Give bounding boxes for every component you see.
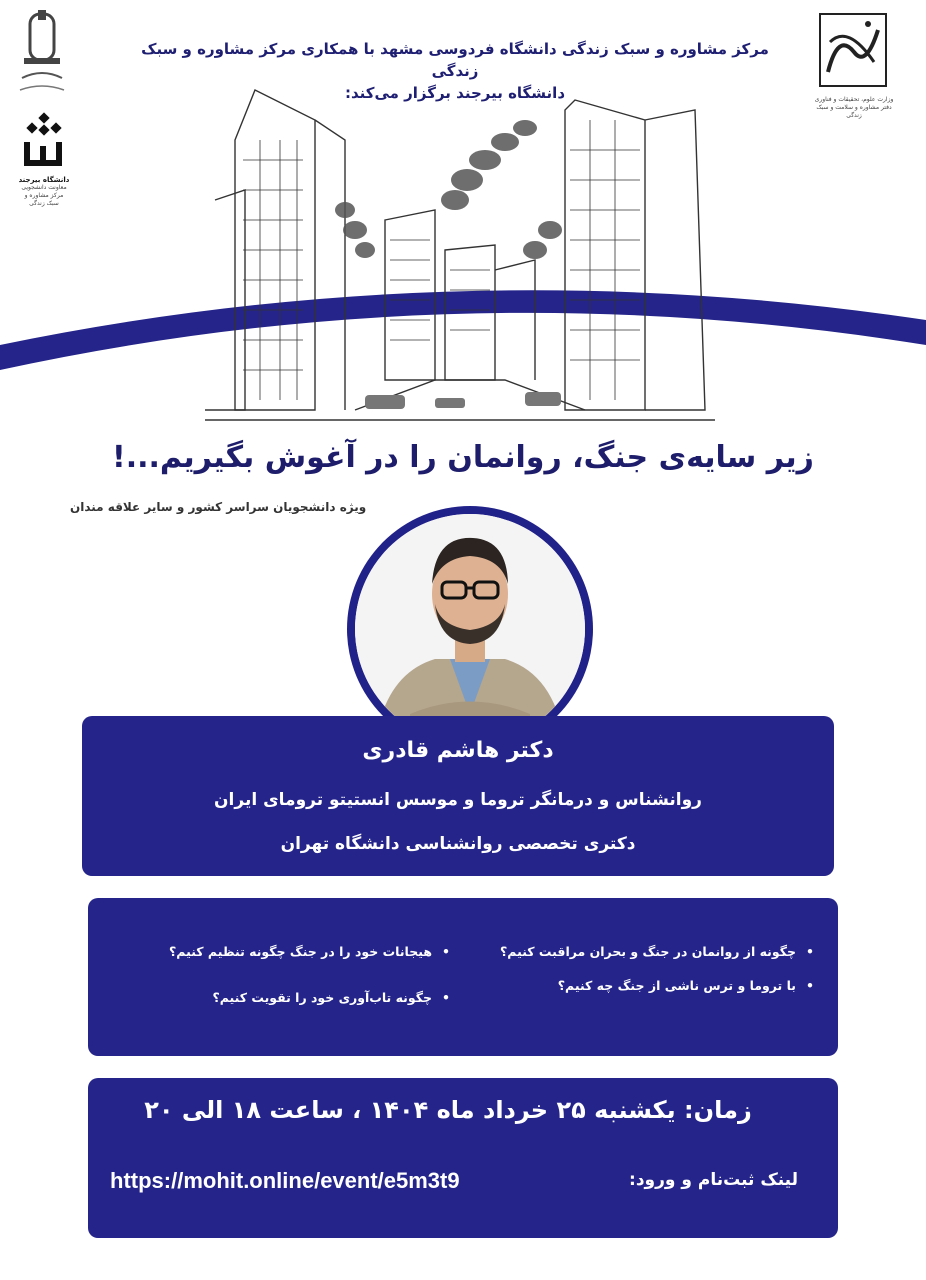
topic-item: • هیجانات خود را در جنگ چگونه تنظیم کنیم؟ [169, 944, 450, 959]
speaker-card [82, 716, 834, 876]
topic-item: • با تروما و ترس ناشی از جنگ چه کنیم؟ [558, 978, 814, 993]
speaker-credential-2: دکتری تخصصی روانشناسی دانشگاه تهران [280, 834, 636, 854]
speaker-portrait [355, 514, 585, 744]
header-line-1: مرکز مشاوره و سبک زندگی دانشگاه فردوسی مشهد با همکاری مرکز مشاوره و سبک زندگی [141, 40, 769, 80]
ministry-logo [808, 12, 900, 122]
topics-card [88, 898, 838, 1056]
register-link[interactable]: https://mohit.online/event/e5m3t9 [110, 1168, 460, 1193]
ferdowsi-university-logo [14, 8, 70, 108]
topic-item: • چگونه از روانمان در جنگ و بحران مراقبت کنیم؟ [500, 944, 814, 959]
ministry-caption-2: دفتر مشاوره و سلامت و سبک زندگی [816, 104, 892, 119]
header-line-2: دانشگاه بیرجند برگزار می‌کند: [344, 84, 566, 102]
register-label: لینک ثبت‌نام و ورود: [629, 1170, 798, 1190]
topic-item: • چگونه تاب‌آوری خود را تقویت کنیم؟ [212, 990, 450, 1005]
war-city-sketch-illustration [205, 80, 715, 425]
event-time-card [88, 1078, 838, 1238]
event-time: زمان: یکشنبه ۲۵ خرداد ماه ۱۴۰۴ ، ساعت ۱۸ الی ۲۰ [144, 1096, 752, 1124]
ministry-caption-1: وزارت علوم، تحقیقات و فناوری [814, 96, 894, 103]
birjand-university-logo [18, 112, 70, 212]
birjand-caption-2: معاونت دانشجویی [21, 184, 67, 191]
event-title: زیر سایه‌ی جنگ، روانمان را در آغوش بگیریم...! [112, 440, 814, 475]
speaker-name: دکتر هاشم قادری [362, 738, 554, 763]
event-subtitle: ویژه دانشجویان سراسر کشور و سایر علاقه مندان [70, 500, 367, 514]
birjand-caption-3: مرکز مشاوره و سبک زندگی [24, 192, 64, 207]
speaker-credential-1: روانشناس و درمانگر تروما و موسس انستیتو ترومای ایران [214, 790, 702, 810]
birjand-caption-1: دانشگاه بیرجند [18, 176, 70, 184]
